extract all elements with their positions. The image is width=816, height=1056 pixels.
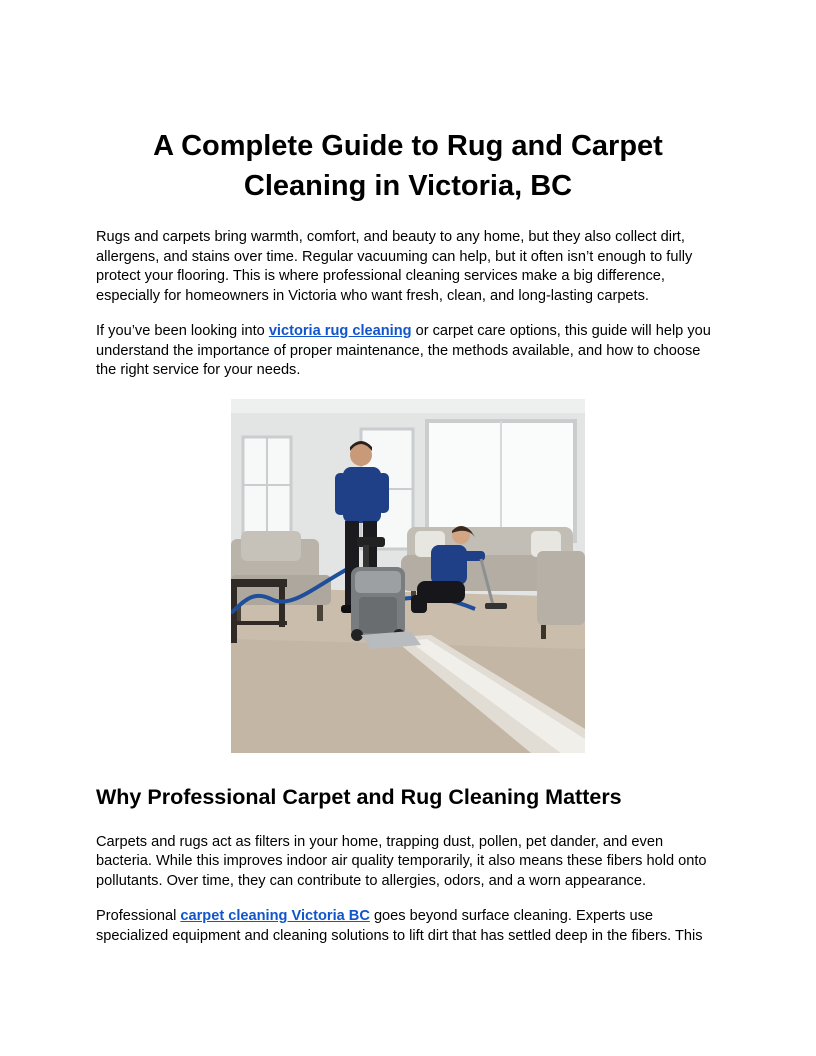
document-page xyxy=(96,126,720,946)
window-left xyxy=(243,437,291,533)
figure-container xyxy=(96,399,720,753)
victoria-rug-cleaning-link[interactable]: victoria rug cleaning xyxy=(268,323,412,339)
second-paragraph-before: If you’ve been looking into xyxy=(96,323,269,339)
intro-paragraph: Rugs and carpets bring warmth, comfort, and beauty to any home, but they also collect dirt, allergens, and stains over time. Regular vacuuming can help, but it often isn’t enough to fully protect your flooring. This is where professional cleaning services make a big difference, especially for homeowners in Victoria who want fresh, clean, and long-lasting carpets. xyxy=(96,229,693,304)
window-right xyxy=(427,421,575,541)
fourth-paragraph-before: Professional xyxy=(96,908,181,924)
third-paragraph: Carpets and rugs act as filters in your home, trapping dust, pollen, pet dander, and even bacteria. While this improves indoor air quality temporarily, it also means these fibers hold onto pollutants. Over time, they can contribute to allergies, odors, and a worn appearance. xyxy=(96,833,707,889)
fourth-paragraph xyxy=(96,907,720,946)
carpet-cleaning-photo xyxy=(231,399,585,753)
page-title: A Complete Guide to Rug and Carpet Cleaning in Victoria, BC xyxy=(153,130,663,202)
second-paragraph xyxy=(96,322,720,381)
second-paragraph-after: or carpet care options, this guide will help you understand the importance of proper maintenance, the methods available, and how to choose the right service for your needs. xyxy=(96,323,711,378)
section-heading: Why Professional Carpet and Rug Cleaning Matters xyxy=(96,784,622,809)
fourth-paragraph-after: goes beyond surface cleaning. Experts use specialized equipment and cleaning solutions to lift dirt that has settled deep in the fibers. This xyxy=(96,908,703,944)
carpet-cleaning-victoria-bc-link[interactable]: carpet cleaning Victoria BC xyxy=(180,908,370,924)
